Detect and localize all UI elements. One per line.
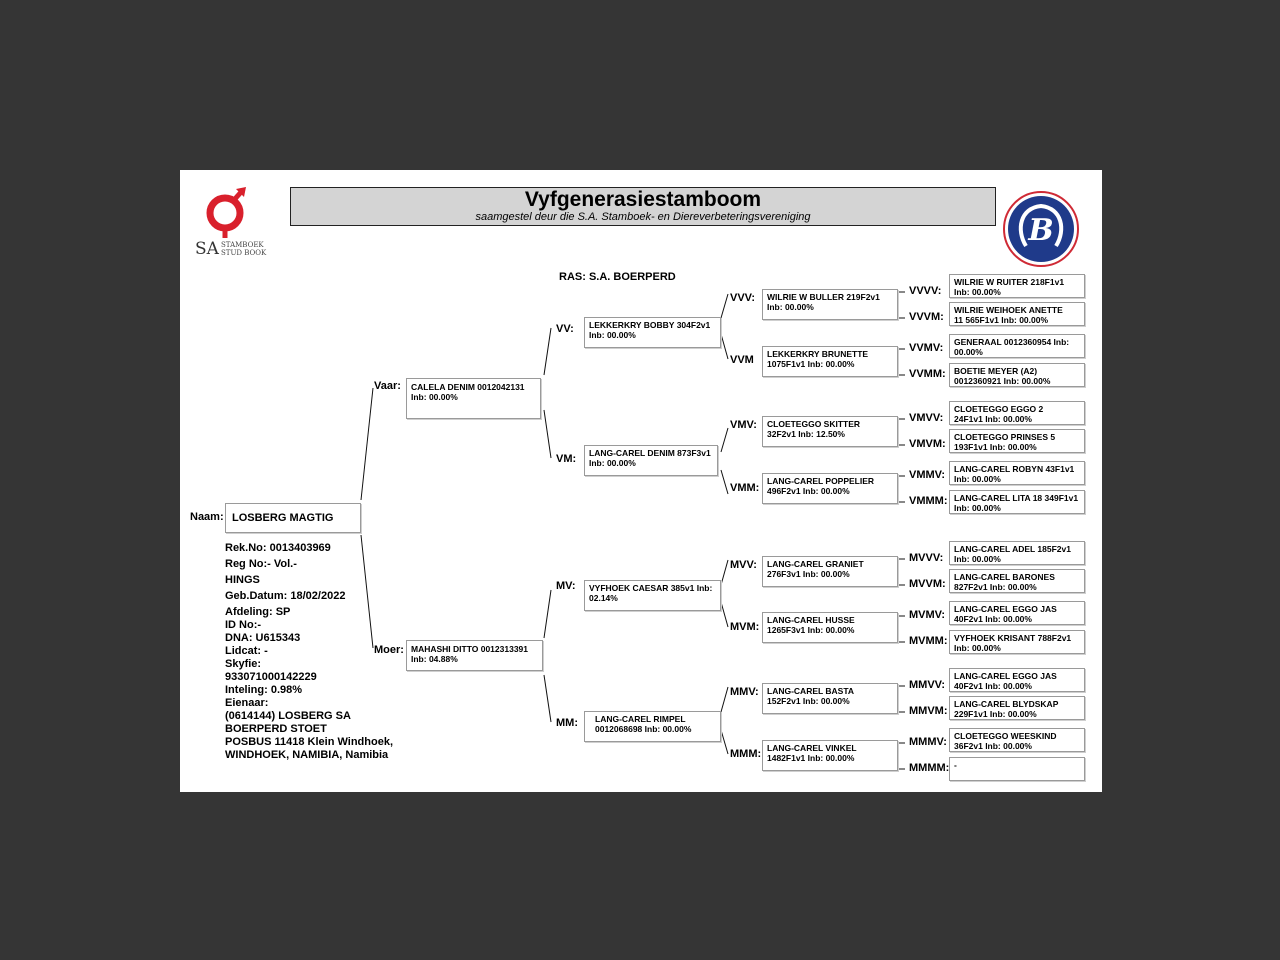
- info-id-no: ID No:-: [225, 619, 262, 631]
- info-dna: DNA: U615343: [225, 632, 301, 644]
- gen3-vvv-name: WILRIE W BULLER 219F2v1: [767, 292, 880, 302]
- gen2-vm-name: LANG-CAREL DENIM 873F3v1: [589, 448, 711, 458]
- gen4-vmvm-inb: 193F1v1 Inb: 00.00%: [954, 442, 1037, 452]
- gen3-vvm-inb: 1075F1v1 Inb: 00.00%: [767, 359, 855, 369]
- gen4-mmvv-name: LANG-CAREL EGGO JAS: [954, 671, 1057, 681]
- gen4-label-mmmv: MMMV:: [909, 736, 947, 748]
- gen3-label-vmv: VMV:: [730, 419, 757, 431]
- info-reg-no: Reg No:- Vol.-: [225, 558, 297, 570]
- gen4-label-mvvm: MVVM:: [909, 578, 946, 590]
- gen4-vmvv-inb: 24F1v1 Inb: 00.00%: [954, 414, 1032, 424]
- info-rek-no: Rek.No: 0013403969: [225, 542, 331, 554]
- gen4-vvvv-name: WILRIE W RUITER 218F1v1: [954, 277, 1065, 287]
- gen4-vmmv-inb: Inb: 00.00%: [954, 474, 1001, 484]
- gen3-vvv-inb: Inb: 00.00%: [767, 302, 814, 312]
- gen3-mvm-name: LANG-CAREL HUSSE: [767, 615, 855, 625]
- info-section: Afdeling: SP: [225, 606, 291, 618]
- gen4-mmmm-name: -: [954, 760, 957, 770]
- info-owner-line4: WINDHOEK, NAMIBIA, Namibia: [225, 749, 389, 761]
- gen4-label-mmmm: MMMM:: [909, 762, 950, 774]
- info-birth-date: Geb.Datum: 18/02/2022: [225, 590, 346, 602]
- info-owner-label: Eienaar:: [225, 697, 269, 709]
- gen4-mvmv-inb: 40F2v1 Inb: 00.00%: [954, 614, 1032, 624]
- gen4-mvmm-inb: Inb: 00.00%: [954, 643, 1001, 653]
- gen3-label-mvm: MVM:: [730, 621, 760, 633]
- gen4-mmvv-inb: 40F2v1 Inb: 00.00%: [954, 681, 1032, 691]
- gen1-dam-inb: Inb: 04.88%: [411, 654, 458, 664]
- page-subtitle: saamgestel deur die S.A. Stamboek- en Diereverbeteringsvereniging: [475, 211, 811, 223]
- gen2-mv-name: VYFHOEK CAESAR 385v1 Inb:: [589, 583, 713, 593]
- gen4-label-vvvv: VVVV:: [909, 285, 942, 297]
- gen3-label-vmm: VMM:: [730, 482, 760, 494]
- gen4-mvmm-name: VYFHOEK KRISANT 788F2v1: [954, 633, 1072, 643]
- gen4-vmmm-name: LANG-CAREL LITA 18 349F1v1: [954, 493, 1079, 503]
- gen3-mvm-inb: 1265F3v1 Inb: 00.00%: [767, 625, 855, 635]
- gen1-dam-name: MAHASHI DITTO 0012313391: [411, 644, 529, 654]
- gen2-label-vv: VV:: [556, 323, 574, 335]
- breed-label: RAS: S.A. BOERPERD: [559, 271, 676, 283]
- pedigree-page: [180, 170, 1102, 792]
- logo-line1: STAMBOEK: [221, 241, 264, 249]
- info-inbreeding: Inteling: 0.98%: [225, 684, 303, 696]
- gen4-vmvv-name: CLOETEGGO EGGO 2: [954, 404, 1044, 414]
- gen4-mvvv-name: LANG-CAREL ADEL 185F2v1: [954, 544, 1071, 554]
- gen4-vmmm-inb: Inb: 00.00%: [954, 503, 1001, 513]
- gen4-mvvm-name: LANG-CAREL BARONES: [954, 572, 1055, 582]
- gen4-label-vvmm: VVMM:: [909, 368, 946, 380]
- gen4-label-vvmv: VVMV:: [909, 342, 944, 354]
- gen4-mmmv-inb: 36F2v1 Inb: 00.00%: [954, 741, 1032, 751]
- gen2-vv-name: LEKKERKRY BOBBY 304F2v1: [589, 320, 711, 330]
- gen4-dash-lines: [180, 170, 1102, 792]
- gen2-mm-name: LANG-CAREL RIMPEL: [595, 714, 686, 724]
- gen2-vv-inb: Inb: 00.00%: [589, 330, 636, 340]
- gen3-vmm-name: LANG-CAREL POPPELIER: [767, 476, 875, 486]
- info-lidcat: Lidcat: -: [225, 645, 268, 657]
- gen4-label-vmmm: VMMM:: [909, 495, 948, 507]
- gen4-vmmv-name: LANG-CAREL ROBYN 43F1v1: [954, 464, 1075, 474]
- logo-sa-text: SA: [195, 239, 219, 259]
- gen4-vmvm-name: CLOETEGGO PRINSES 5: [954, 432, 1056, 442]
- gen3-label-mmm: MMM:: [730, 748, 762, 760]
- gen3-mvv-name: LANG-CAREL GRANIET: [767, 559, 864, 569]
- info-owner-line1: (0614144) LOSBERG SA: [225, 710, 351, 722]
- gen4-label-mmvm: MMVM:: [909, 705, 948, 717]
- gen3-label-mvv: MVV:: [730, 559, 757, 571]
- info-chip-value: 933071000142229: [225, 671, 317, 683]
- gen4-label-mvmm: MVMM:: [909, 635, 948, 647]
- gen4-label-vmvm: VMVM:: [909, 438, 946, 450]
- gen3-vvm-name: LEKKERKRY BRUNETTE: [767, 349, 869, 359]
- gen2-label-vm: VM:: [556, 453, 577, 465]
- gen1-sire-inb: Inb: 00.00%: [411, 392, 458, 402]
- gen4-vvvm-inb: 11 565F1v1 Inb: 00.00%: [954, 315, 1049, 325]
- gen4-vvvm-name: WILRIE WEIHOEK ANETTE: [954, 305, 1063, 315]
- gen4-vvmv-name: GENERAAL 0012360954 Inb:: [954, 337, 1070, 347]
- gen1-label-dam: Moer:: [374, 644, 404, 656]
- gen4-label-mvmv: MVMV:: [909, 609, 946, 621]
- gen2-label-mm: MM:: [556, 717, 578, 729]
- logo-letter: B: [1028, 213, 1054, 248]
- naam-label: Naam:: [190, 511, 224, 523]
- gen4-mvmv-name: LANG-CAREL EGGO JAS: [954, 604, 1057, 614]
- gen1-sire-name: CALELA DENIM 0012042131: [411, 382, 525, 392]
- gen4-mvvm-inb: 827F2v1 Inb: 00.00%: [954, 582, 1037, 592]
- gen4-mmvm-name: LANG-CAREL BLYDSKAP: [954, 699, 1059, 709]
- gen4-vvmm-name: BOETIE MEYER (A2): [954, 366, 1038, 376]
- gen4-vvmm-inb: 0012360921 Inb: 00.00%: [954, 376, 1051, 386]
- gen3-label-mmv: MMV:: [730, 686, 759, 698]
- gen4-mmvm-inb: 229F1v1 Inb: 00.00%: [954, 709, 1037, 719]
- subject-name: LOSBERG MAGTIG: [232, 512, 334, 524]
- gen4-label-vmvv: VMVV:: [909, 412, 944, 424]
- gen4-vvmv-inb: 00.00%: [954, 347, 983, 357]
- info-sex: HINGS: [225, 574, 260, 586]
- gen3-mmm-inb: 1482F1v1 Inb: 00.00%: [767, 753, 855, 763]
- info-owner-line2: BOERPERD STOET: [225, 723, 327, 735]
- info-chip-label: Skyfie:: [225, 658, 262, 670]
- gen3-vmm-inb: 496F2v1 Inb: 00.00%: [767, 486, 850, 496]
- gen4-mmmv-name: CLOETEGGO WEESKIND: [954, 731, 1057, 741]
- info-owner-line3: POSBUS 11418 Klein Windhoek,: [225, 736, 394, 748]
- page-title: Vyfgenerasiestamboom: [524, 188, 762, 211]
- gen3-vmv-name: CLOETEGGO SKITTER: [767, 419, 861, 429]
- gen3-label-vvv: VVV:: [730, 292, 756, 304]
- gen2-vm-inb: Inb: 00.00%: [589, 458, 636, 468]
- gen4-vvvv-inb: Inb: 00.00%: [954, 287, 1001, 297]
- gen4-label-vmmv: VMMV:: [909, 469, 946, 481]
- gen4-label-vvvm: VVVM:: [909, 311, 944, 323]
- gen4-label-mmvv: MMVV:: [909, 679, 946, 691]
- gen4-mvvv-inb: Inb: 00.00%: [954, 554, 1001, 564]
- gen3-mmv-name: LANG-CAREL BASTA: [767, 686, 855, 696]
- gen3-mvv-inb: 276F3v1 Inb: 00.00%: [767, 569, 850, 579]
- gen3-mmv-inb: 152F2v1 Inb: 00.00%: [767, 696, 850, 706]
- gen2-mm-inb: 0012068698 Inb: 00.00%: [595, 724, 692, 734]
- gen3-label-vvm: VVM: [730, 354, 754, 366]
- logo-line2: STUD BOOK: [221, 249, 267, 257]
- gen1-label-sire: Vaar:: [374, 380, 401, 392]
- gen2-label-mv: MV:: [556, 580, 576, 592]
- gen4-label-mvvv: MVVV:: [909, 552, 944, 564]
- gen2-mv-inb: 02.14%: [589, 593, 618, 603]
- gen3-mmm-name: LANG-CAREL VINKEL: [767, 743, 857, 753]
- gen3-vmv-inb: 32F2v1 Inb: 12.50%: [767, 429, 845, 439]
